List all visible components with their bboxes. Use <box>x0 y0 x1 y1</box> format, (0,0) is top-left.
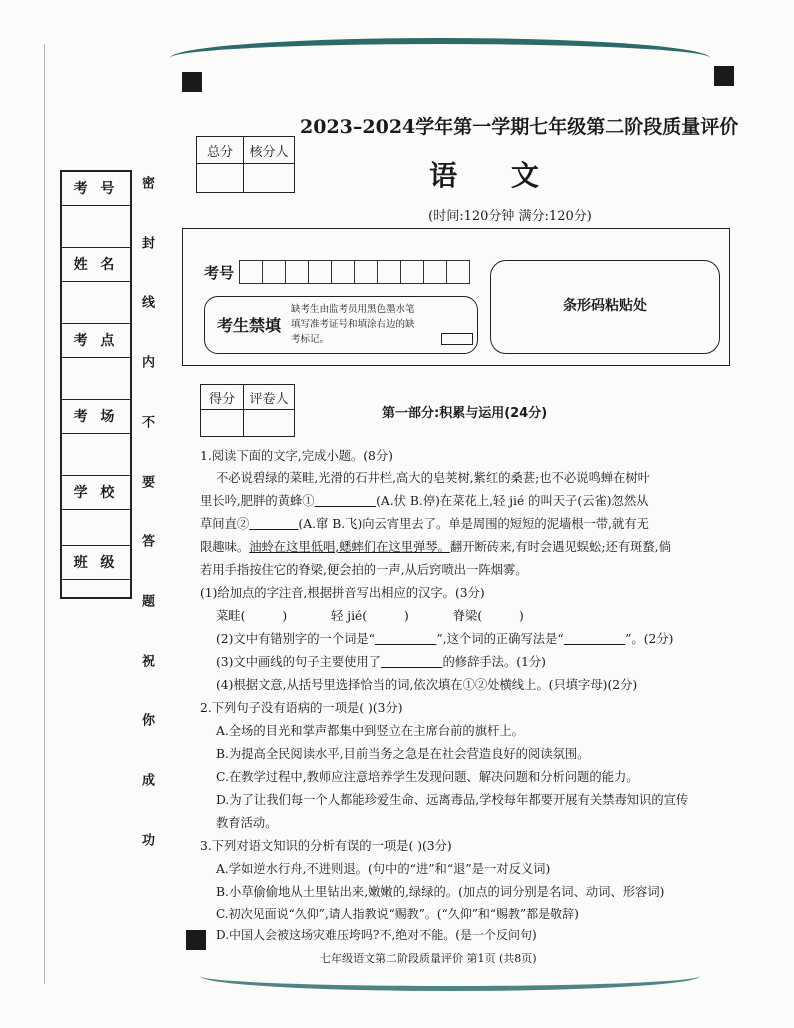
seal-char: 功 <box>139 832 154 846</box>
q1-sub1-answers <box>216 606 524 624</box>
q2-option-a[interactable]: A.全场的目光和掌声都集中到竖立在主席台前的旗杆上。 <box>216 724 524 738</box>
field-exam-number-cell[interactable] <box>62 206 130 248</box>
q1-passage-line: 不必说碧绿的菜畦,光滑的石井栏,高大的皂荚树,紫红的桑葚;也不必说鸣蝉在树叶 <box>216 471 650 485</box>
field-exam-room-cell[interactable] <box>62 434 130 476</box>
total-score-cell[interactable] <box>197 164 244 193</box>
exam-number-grid <box>240 260 470 284</box>
q1-stem: 1.阅读下面的文字,完成小题。(8分) <box>200 449 393 463</box>
total-score-table <box>196 136 295 193</box>
q1-passage-text: 里长吟,肥胖的黄蜂① <box>200 494 315 508</box>
exam-number-label: 考号 <box>204 264 235 282</box>
forbidden-instructions <box>291 302 441 347</box>
field-exam-site-cell[interactable] <box>62 358 130 400</box>
total-score-header: 总分 <box>197 137 244 164</box>
section-title: 第一部分:积累与运用(24分) <box>382 406 548 421</box>
sub1-close: ) <box>403 609 409 623</box>
barcode-area: 条形码粘贴处 <box>490 260 720 354</box>
sub2-text: ”。(2分) <box>625 632 674 646</box>
registration-mark-bottom-left <box>186 930 206 950</box>
seal-char: 你 <box>139 713 154 727</box>
exam-number-digit[interactable] <box>377 260 401 284</box>
exam-number-digit[interactable] <box>354 260 378 284</box>
q2-stem: 2.下列句子没有语病的一项是( )(3分) <box>200 701 403 715</box>
section-score-header: 得分 <box>201 385 244 410</box>
seal-char: 封 <box>139 235 154 249</box>
field-class-label: 班 级 <box>62 546 130 580</box>
sub1-item: 菜畦( <box>216 609 246 623</box>
answer-blank[interactable] <box>381 655 443 669</box>
q1-sub1: (1)给加点的字注音,根据拼音写出相应的汉字。(3分) <box>200 586 485 600</box>
absent-mark-box[interactable] <box>441 333 473 345</box>
subject-title: 语 文 <box>429 159 561 192</box>
exam-number-digit[interactable] <box>262 260 286 284</box>
field-exam-room-label: 考 场 <box>62 400 130 434</box>
sub3-text: 的修辞手法。(1分) <box>442 655 546 669</box>
field-name-cell[interactable] <box>62 282 130 324</box>
forbidden-title: 考生禁填 <box>217 316 282 335</box>
student-info-column <box>60 170 132 599</box>
seal-line-text <box>136 176 156 846</box>
forbidden-line: 缺考生由监考员用黑色墨水笔 <box>291 304 415 315</box>
registration-mark-top-right <box>714 66 734 86</box>
q1-passage-text: (A.伏 B.停)在菜花上,轻 jié 的叫天子(云雀)忽然从 <box>376 494 649 508</box>
exam-number-digit[interactable] <box>423 260 447 284</box>
field-school-label: 学 校 <box>62 476 130 510</box>
q1-passage-line <box>200 491 648 509</box>
field-exam-number-label: 考 号 <box>62 172 130 206</box>
q1-passage-text: 限趣味。 <box>200 540 250 554</box>
answer-blank[interactable] <box>564 632 626 646</box>
q1-passage-text: (A.窜 B.飞)向云宵里去了。单是周围的短短的泥墙根一带,就有无 <box>298 517 649 531</box>
q2-option-d[interactable]: D.为了让我们每一个人都能珍爱生命、远离毒品,学校每年都要开展有关禁毒知识的宣传 <box>216 793 689 807</box>
exam-number-digit[interactable] <box>400 260 424 284</box>
seal-char: 答 <box>139 534 154 548</box>
q1-passage-line <box>200 514 649 532</box>
answer-space[interactable] <box>482 609 519 623</box>
q3-option-b[interactable]: B.小草偷偷地从土里钻出来,嫩嫩的,绿绿的。(加点的词分别是名词、动词、形容词) <box>216 885 665 899</box>
q1-passage-line <box>200 537 671 555</box>
seal-char: 内 <box>139 355 154 369</box>
seal-char: 要 <box>139 474 154 488</box>
field-school-cell[interactable] <box>62 510 130 546</box>
page-title: 2023–2024学年第一学期七年级第二阶段质量评价 <box>300 116 739 138</box>
exam-number-digit[interactable] <box>285 260 309 284</box>
grader-cell[interactable] <box>244 410 295 437</box>
forbidden-line: 考标记。 <box>291 334 330 345</box>
q1-sub4: (4)根据文意,从括号里选择恰当的词,依次填在①②处横线上。(只填字母)(2分) <box>216 678 638 692</box>
score-checker-cell[interactable] <box>244 164 295 193</box>
q2-option-c[interactable]: C.在教学过程中,教师应注意培养学生发现问题、解决问题和分析问题的能力。 <box>216 770 639 784</box>
examinee-forbidden-box <box>204 296 478 354</box>
section-score-table <box>200 384 295 437</box>
answer-space[interactable] <box>367 609 404 623</box>
page-left-edge <box>44 44 45 984</box>
exam-number-digit[interactable] <box>331 260 355 284</box>
q2-option-d-cont: 教育活动。 <box>216 816 278 830</box>
exam-number-digit[interactable] <box>308 260 332 284</box>
q2-option-b[interactable]: B.为提高全民阅读水平,目前当务之急是在社会营造良好的阅读氛围。 <box>216 747 590 761</box>
blank-2[interactable] <box>249 517 298 531</box>
registration-mark-top-left <box>182 72 202 92</box>
sub3-text: (3)文中画线的句子主要使用了 <box>216 655 381 669</box>
field-exam-site-label: 考 点 <box>62 324 130 358</box>
sub1-item: 脊梁( <box>452 609 483 623</box>
underlined-sentence: 油蛉在这里低唱,蟋蟀们在这里弹琴。 <box>249 540 450 554</box>
time-info: (时间:120分钟 满分:120分) <box>428 209 592 224</box>
grader-header: 评卷人 <box>244 385 295 410</box>
seal-char: 不 <box>139 414 154 428</box>
exam-number-digit[interactable] <box>446 260 470 284</box>
sub1-close: ) <box>282 609 288 623</box>
score-checker-header: 核分人 <box>244 137 295 164</box>
q3-option-d[interactable]: D.中国人会被这场灾难压垮吗?不,绝对不能。(是一个反问句) <box>216 928 537 942</box>
field-name-label: 姓 名 <box>62 248 130 282</box>
answer-space[interactable] <box>245 609 282 623</box>
seal-char: 祝 <box>139 653 154 667</box>
bottom-edge-curve <box>200 976 700 991</box>
forbidden-line: 填写准考证号和填涂右边的缺 <box>291 319 415 330</box>
q1-passage-text: 草间直② <box>200 517 250 531</box>
q3-stem: 3.下列对语文知识的分析有误的一项是( )(3分) <box>200 839 452 853</box>
seal-char: 密 <box>139 176 154 189</box>
sub1-close: ) <box>519 609 524 623</box>
exam-number-digit[interactable] <box>239 260 263 284</box>
section-score-cell[interactable] <box>201 410 244 437</box>
top-edge-curve <box>170 38 710 58</box>
q3-option-c[interactable]: C.初次见面说“久仰”,请人指教说“赐教”。(“久仰”和“赐教”都是敬辞) <box>216 907 579 921</box>
seal-char: 线 <box>139 295 154 309</box>
q1-passage-line: 若用手指按住它的脊梁,便会拍的一声,从后窍喷出一阵烟雾。 <box>200 563 528 577</box>
answer-blank[interactable] <box>375 632 437 646</box>
sub2-text: (2)文中有错别字的一个词是“ <box>216 632 375 646</box>
sub2-text: ”,这个词的正确写法是“ <box>436 632 564 646</box>
q3-option-a[interactable]: A.学如逆水行舟,不进则退。(句中的“进”和“退”是一对反义词) <box>216 862 551 876</box>
sub1-item: 轻 jié( <box>331 609 368 623</box>
q1-sub2 <box>216 629 673 647</box>
blank-1[interactable] <box>315 494 377 508</box>
seal-char: 成 <box>139 773 154 787</box>
q1-sub3 <box>216 652 546 670</box>
page-footer: 七年级语文第二阶段质量评价 第1页 (共8页) <box>320 952 537 965</box>
seal-char: 题 <box>139 594 154 608</box>
q1-passage-text: 翻开断砖来,有时会遇见蜈蚣;还有斑蝥,倘 <box>449 540 671 554</box>
